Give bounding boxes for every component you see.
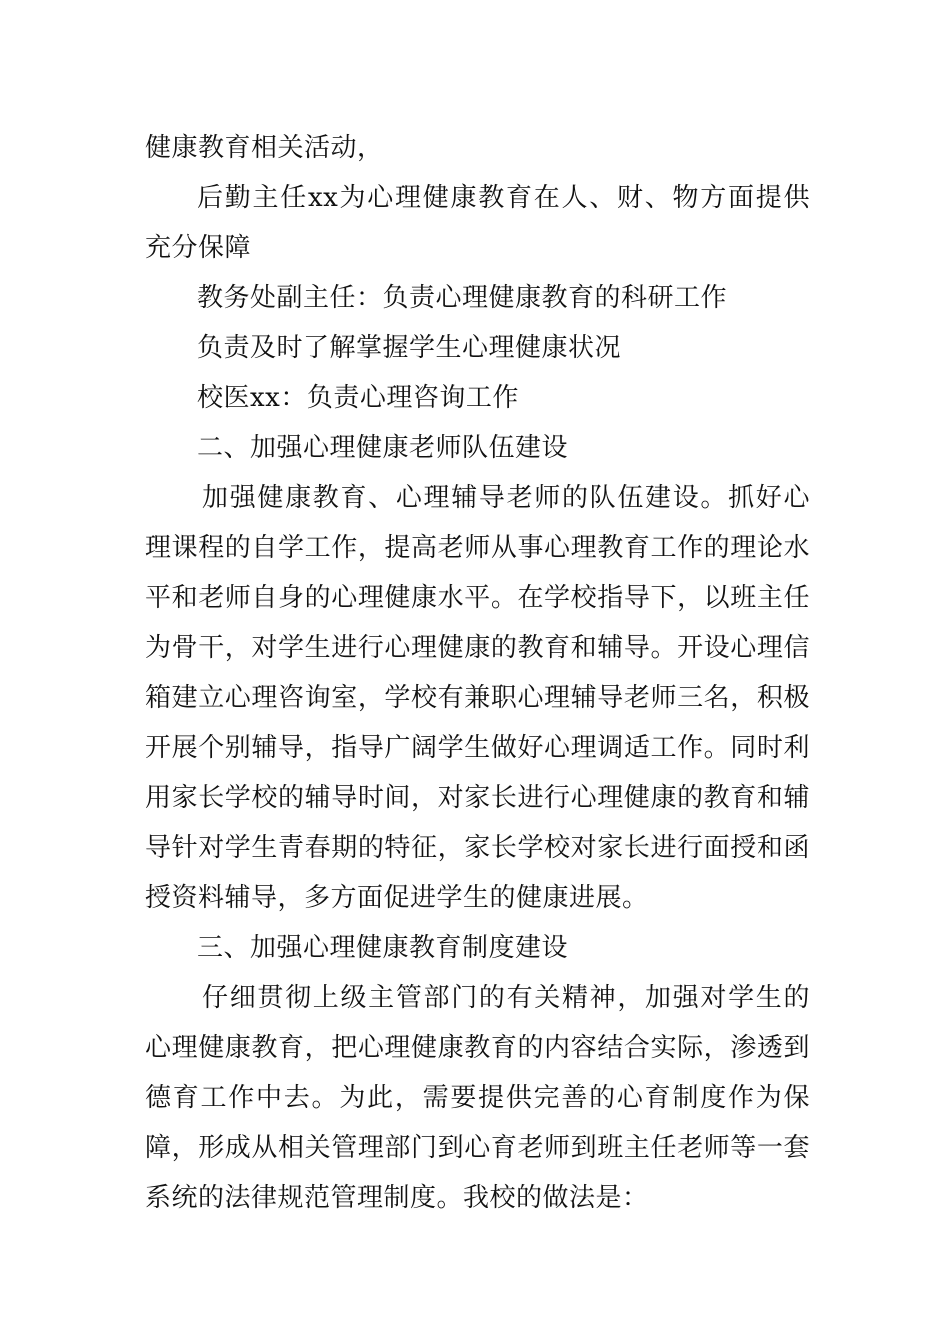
section-heading-system-building: 三、加强心理健康教育制度建设	[197, 933, 569, 963]
paragraph-logistics-director: 后勤主任xx为心理健康教育在人、财、物方面提供充分保障	[145, 183, 810, 263]
section-heading-teacher-team: 二、加强心理健康老师队伍建设	[197, 433, 569, 463]
paragraph-system-building: 仔细贯彻上级主管部门的有关精神，加强对学生的心理健康教育，把心理健康教育的内容结合实际，渗透到德育工作中去。为此，需要提供完善的心育制度作为保障，形成从相关管理部门到心育老师到班主任老师等一套系统的法律规范管理制度。我校的做法是：	[145, 983, 810, 1213]
document-body	[145, 123, 810, 1223]
paragraph-teacher-team: 加强健康教育、心理辅导老师的队伍建设。抓好心理课程的自学工作，提高老师从事心理教育工作的理论水平和老师自身的心理健康水平。在学校指导下，以班主任为骨干，对学生进行心理健康的教育和辅导。开设心理信箱建立心理咨询室，学校有兼职心理辅导老师三名，积极开展个别辅导，指导广阔学生做好心理调适工作。同时利用家长学校的辅导时间，对家长进行心理健康的教育和辅导针对学生青春期的特征，家长学校对家长进行面授和函授资料辅导，多方面促进学生的健康进展。	[145, 483, 810, 913]
paragraph-academic-deputy: 教务处副主任：负责心理健康教育的科研工作	[197, 283, 728, 313]
paragraph-continuation: 健康教育相关活动，	[145, 133, 384, 163]
paragraph-student-status: 负责及时了解掌握学生心理健康状况	[197, 333, 622, 363]
paragraph-school-doctor: 校医xx：负责心理咨询工作	[197, 383, 519, 413]
